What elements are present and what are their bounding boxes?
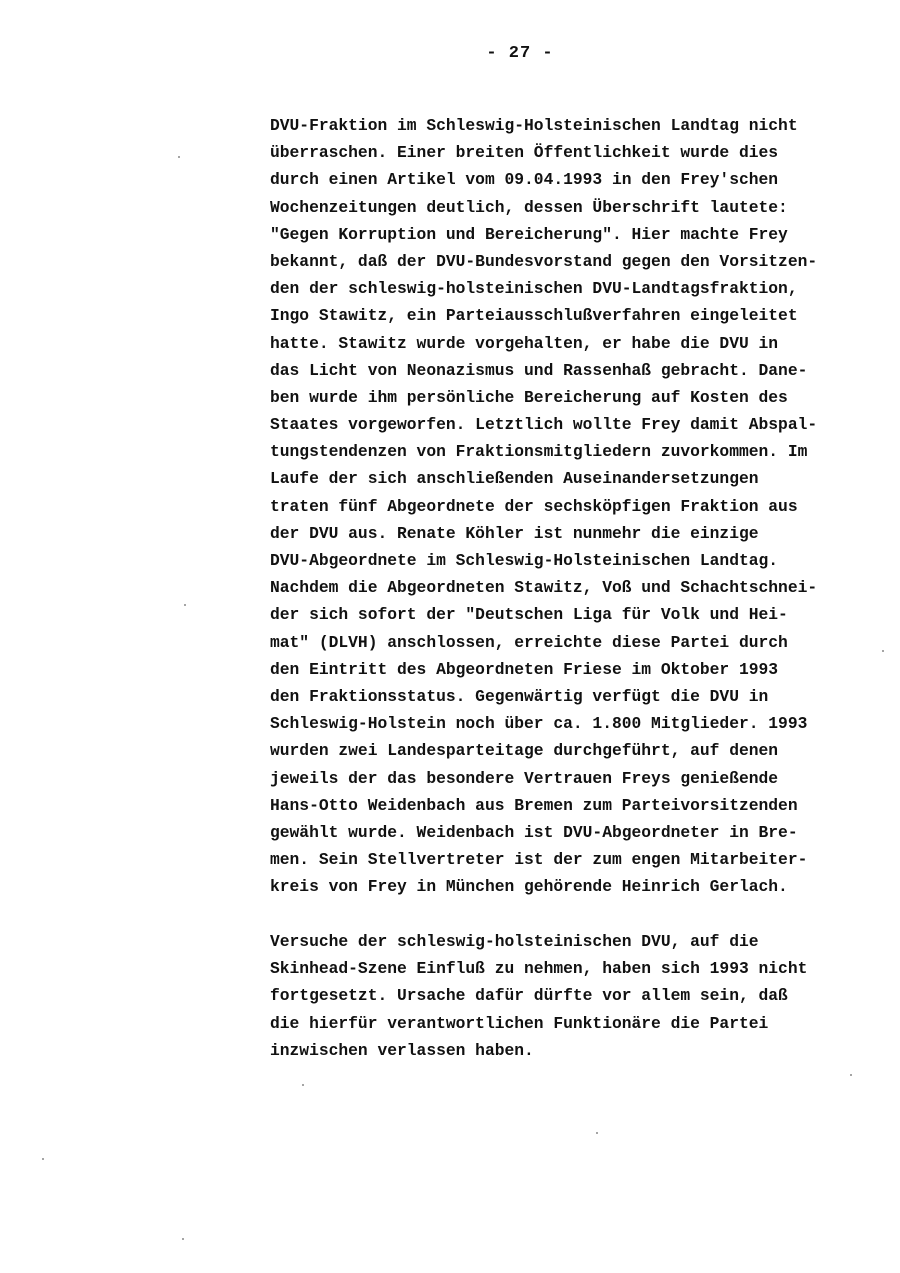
text-line: Ingo Stawitz, ein Parteiausschlußverfahren eingeleitet [270,306,798,326]
text-line: das Licht von Neonazismus und Rassenhaß gebracht. Dane- [270,360,808,380]
text-line: Laufe der sich anschließenden Auseinandersetzungen [270,469,759,489]
text-line: tungstendenzen von Fraktionsmitgliedern zuvorkommen. Im [270,442,808,462]
text-line: den Eintritt des Abgeordneten Friese im Oktober 1993 [270,659,779,679]
text-line: der DVU aus. Renate Köhler ist nunmehr die einzige [270,523,759,543]
text-line: mat" (DLVH) anschlossen, erreichte diese Partei durch [270,632,788,652]
text-line: Hans-Otto Weidenbach aus Bremen zum Parteivorsitzenden [270,795,798,815]
scan-speck [850,1074,852,1076]
text-line: kreis von Frey in München gehörende Heinrich Gerlach. [270,877,788,897]
text-line: DVU-Fraktion im Schleswig-Holsteinischen Landtag nicht [270,116,798,135]
paragraph-1 [270,112,817,900]
text-line: den der schleswig-holsteinischen DVU-Landtagsfraktion, [270,279,798,299]
scan-speck [42,1158,44,1160]
text-line: der sich sofort der "Deutschen Liga für Volk und Hei- [270,605,788,625]
scan-speck [302,1084,304,1086]
text-line: Nachdem die Abgeordneten Stawitz, Voß und Schachtschnei- [270,578,818,598]
page-number: - 27 - [486,44,554,63]
text-line: gewählt wurde. Weidenbach ist DVU-Abgeordneter in Bre- [270,822,798,842]
text-line: wurden zwei Landesparteitage durchgeführt, auf denen [270,741,779,761]
paragraph-2 [270,928,807,1064]
text-line: Staates vorgeworfen. Letztlich wollte Frey damit Abspal- [270,415,818,435]
text-line: Versuche der schleswig-holsteinischen DVU, auf die [270,932,759,951]
text-line: DVU-Abgeordnete im Schleswig-Holsteinischen Landtag. [270,551,779,570]
scan-speck [178,156,180,158]
text-line: jeweils der das besondere Vertrauen Freys genießende [270,768,779,788]
text-line: überraschen. Einer breiten Öffentlichkeit wurde dies [270,143,779,163]
scan-speck [182,1238,184,1240]
text-line: die hierfür verantwortlichen Funktionäre die Partei [270,1013,769,1033]
text-line: inzwischen verlassen haben. [270,1040,534,1060]
text-line: bekannt, daß der DVU-Bundesvorstand gegen den Vorsitzen- [270,251,818,271]
text-line: den Fraktionsstatus. Gegenwärtig verfügt die DVU in [270,686,769,706]
text-line: durch einen Artikel vom 09.04.1993 in den Frey'schen [270,170,779,190]
scan-speck [882,650,884,652]
text-line: Wochenzeitungen deutlich, dessen Überschrift lautete: [270,197,788,217]
scan-speck [596,1132,598,1134]
text-line: men. Sein Stellvertreter ist der zum engen Mitarbeiter- [270,850,808,870]
text-line: fortgesetzt. Ursache dafür dürfte vor allem sein, daß [270,986,788,1006]
text-line: "Gegen Korruption und Bereicherung". Hier machte Frey [270,224,788,244]
text-line: traten fünf Abgeordnete der sechsköpfigen Fraktion aus [270,496,798,516]
text-line: hatte. Stawitz wurde vorgehalten, er habe die DVU in [270,333,779,353]
scan-speck [184,604,186,606]
text-line: ben wurde ihm persönliche Bereicherung auf Kosten des [270,387,788,407]
text-line: Schleswig-Holstein noch über ca. 1.800 Mitglieder. 1993 [270,714,808,734]
text-line: Skinhead-Szene Einfluß zu nehmen, haben sich 1993 nicht [270,959,808,979]
